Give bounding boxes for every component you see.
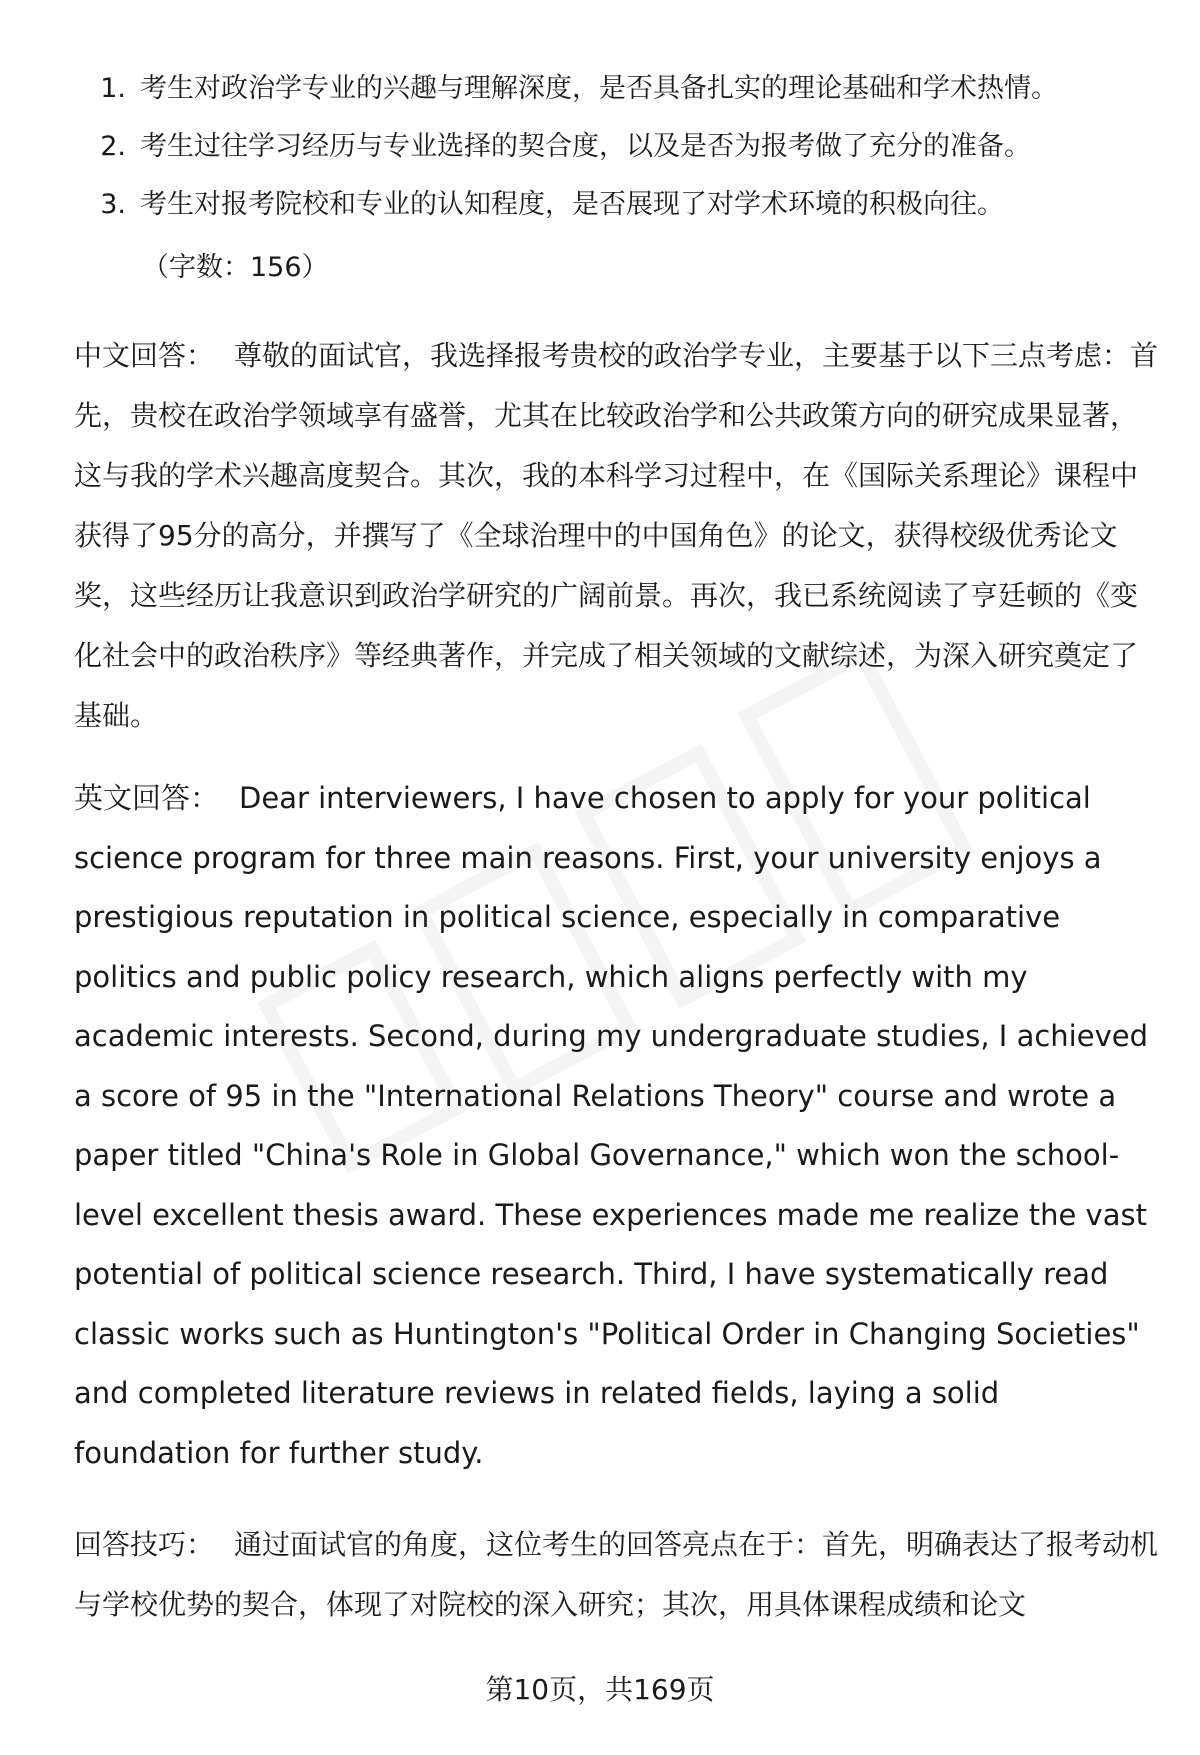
list-number: 3. [100,189,126,220]
answer-tips-label: 回答技巧： [74,1528,215,1561]
list-item [72,176,1152,234]
english-answer-label: 英文回答： [74,781,220,815]
list-text: 考生对报考院校和专业的认知程度，是否展现了对学术环境的积极向往。 [140,189,1004,220]
word-count: （字数：156） [142,252,329,283]
list-text: 考生过往学习经历与专业选择的契合度，以及是否为报考做了充分的准备。 [140,131,1031,162]
page-footer: 第10页，共169页 [485,1673,715,1706]
list-number: 2. [100,131,126,162]
chinese-answer-text: 尊敬的面试官，我选择报考贵校的政治学专业，主要基于以下三点考虑：首先，贵校在政治学领域享有盛誉，尤其在比较政治学和公共政策方向的研究成果显著，这与我的学术兴趣高度契合。其次，我的本科学习过程中，在《国际关系理论》课程中获得了95分的高分，并撰写了《全球治理中的中国角色》的论文，获得校级优秀论文奖，这些经历让我意识到政治学研究的广阔前景。再次，我已系统阅读了亨廷顿的《变化社会中的政治秩序》等经典著作，并完成了相关领域的文献综述，为深入研究奠定了基础。 [74,339,1159,732]
answer-tips-text: 通过面试官的角度，这位考生的回答亮点在于：首先，明确表达了报考动机与学校优势的契合，体现了对院校的深入研究；其次，用具体课程成绩和论文 [74,1528,1159,1621]
list-item [72,118,1152,176]
answer-tips [74,1515,1160,1635]
criteria-list [72,60,1152,234]
list-item [72,60,1152,118]
chinese-answer-label: 中文回答： [74,339,215,372]
english-answer-text: Dear interviewers, I have chosen to apply for your political science program for three main reasons. First, your university enjoys a prestigious reputation in political science, especially in comparative politics and public policy research, which aligns perfectly with my academic interests. Second, during my undergraduate studies, I achieved a score of 95 in the "International Relations Theory" course and wrote a paper titled "China's Role in Global Governance," which won the school-level excellent thesis award. These experiences made me realize the vast potential of political science research. Third, I have systematically read classic works such as Huntington's "Political Order in Changing Societies" and completed literature reviews in related fields, laying a solid foundation for further study. [74,781,1148,1470]
list-number: 1. [100,73,126,104]
chinese-answer [74,326,1160,746]
list-text: 考生对政治学专业的兴趣与理解深度，是否具备扎实的理论基础和学术热情。 [140,73,1058,104]
english-answer [74,769,1160,1483]
